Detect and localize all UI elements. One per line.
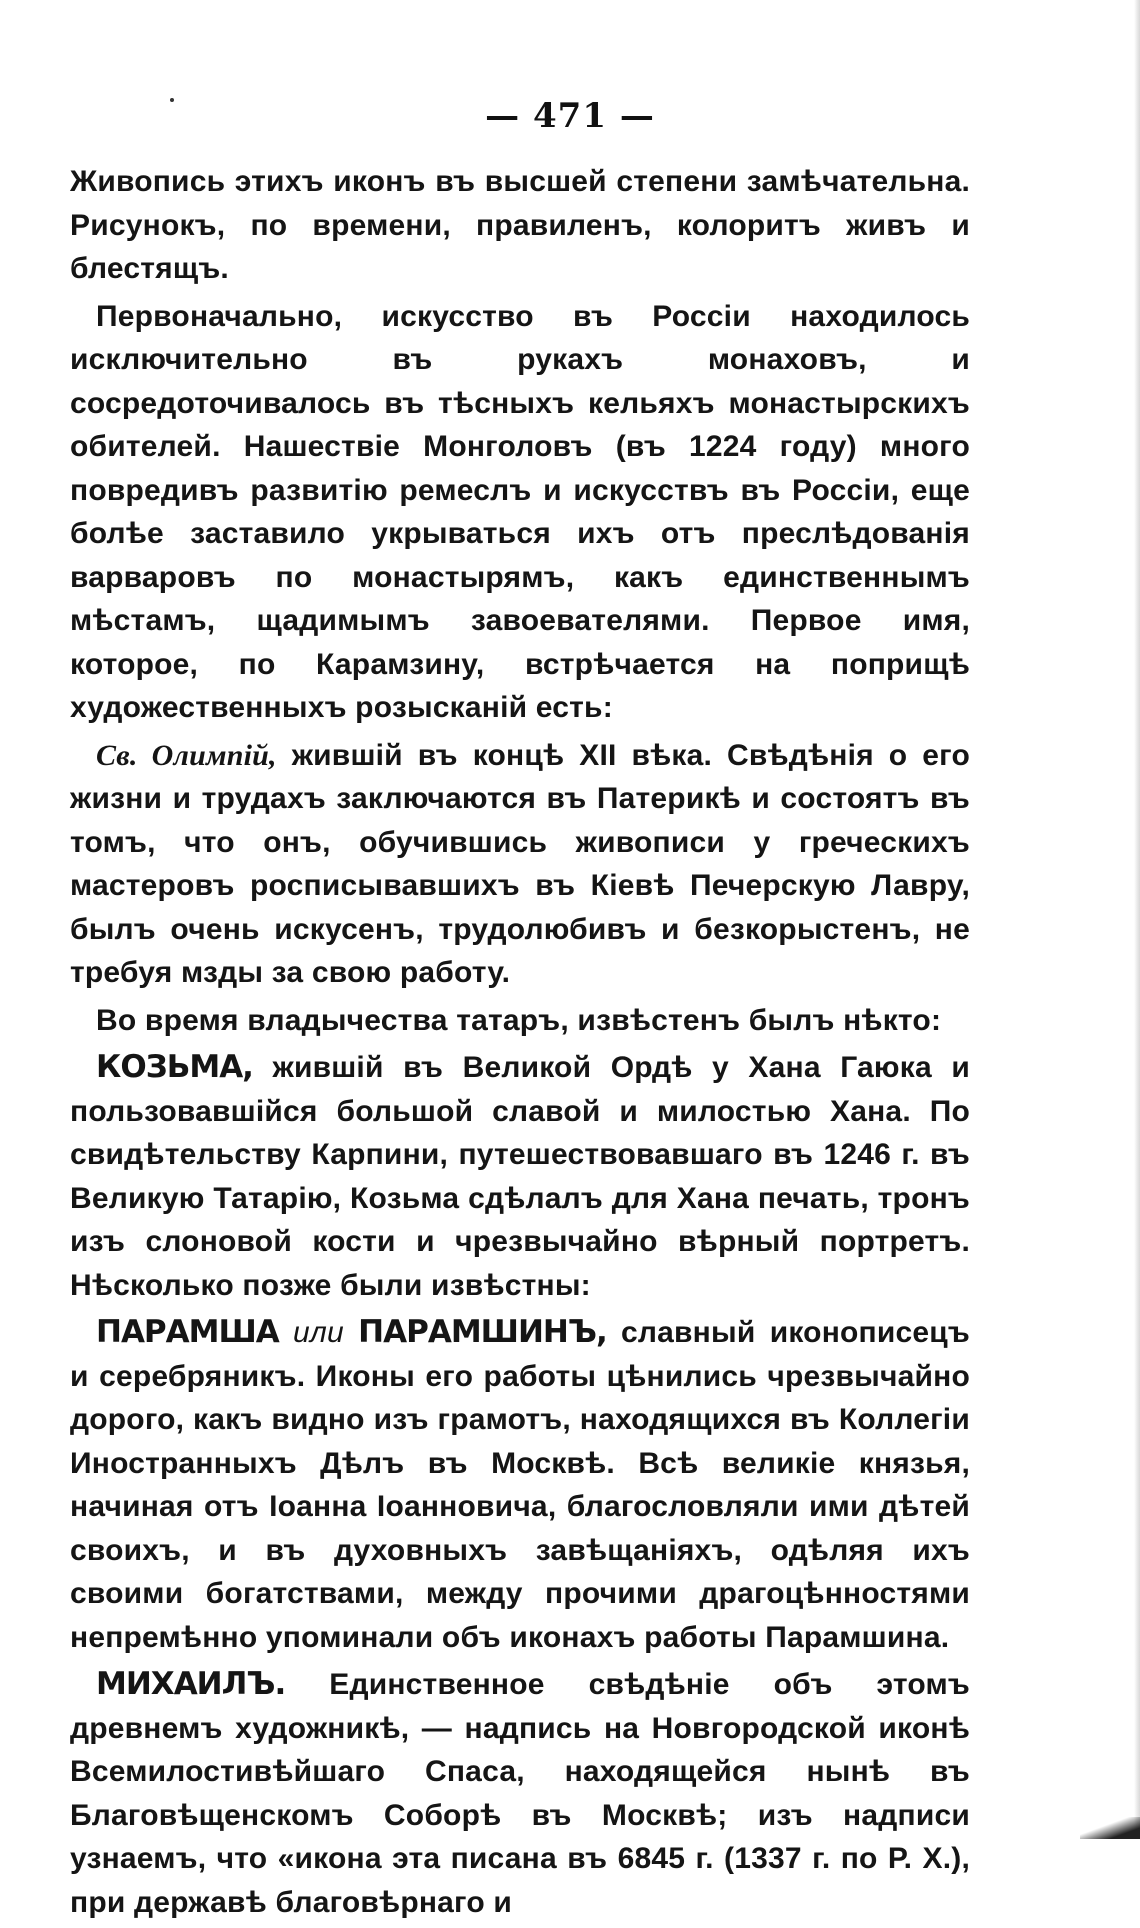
paragraph-text: жившій въ концѣ XII вѣка. Свѣдѣнія о его жизни и трудахъ заключаются въ Патерикѣ и состоятъ въ томъ, что онъ, обучившись живописи у греческихъ мастеровъ росписывавшихъ въ Кіевѣ Печерскую Лавру, былъ очень искусенъ, трудолюбивъ и безкорыстенъ, не требуя мзды за свою работу. <box>70 738 970 989</box>
scan-smudge <box>1080 1817 1140 1839</box>
paragraph-text: Живопись этихъ иконъ въ высшей степени замѣчательна. Рисунокъ, по времени, правиленъ, колоритъ живъ и блестящъ. <box>70 165 970 285</box>
paragraph-text: славный иконописецъ и серебряникъ. Иконы его работы цѣнились чрезвычайно дорого, какъ видно изъ грамотъ, находящихся въ Коллегіи Иностранныхъ Дѣлъ въ Москвѣ. Всѣ великіе князья, начиная отъ Іоанна Іоанновича, благословляли ими дѣтей своихъ, и въ духовныхъ завѣщаніяхъ, одѣляя ихъ своими богатствами, между прочими драгоцѣнностями непремѣнно упоминали объ иконахъ работы Парамшина. <box>70 1316 970 1654</box>
paragraph-paramsha <box>70 1311 970 1659</box>
entry-name: МИХАИЛЪ. <box>96 1666 286 1702</box>
entry-name: КОЗЬМА, <box>96 1049 253 1085</box>
paragraph-origins <box>70 295 970 730</box>
paragraph-olimpiy <box>70 734 970 995</box>
page-number: — 471 — <box>485 96 655 136</box>
body-text <box>70 160 970 1928</box>
paragraph-kozma <box>70 1046 970 1307</box>
paragraph-text: Во время владычества татаръ, извѣстенъ былъ нѣкто: <box>96 1003 942 1037</box>
entry-name: ПАРАМША <box>96 1314 279 1350</box>
entry-name-alt: ПАРАМШИНЪ, <box>358 1314 607 1350</box>
page-edge-shadow <box>1134 0 1140 1839</box>
paragraph-painting <box>70 160 970 291</box>
entry-name: Св. Олимпій, <box>96 738 277 772</box>
paragraph-mikhail <box>70 1663 970 1924</box>
paragraph-text: Единственное свѣдѣніе объ этомъ древнемъ художникѣ, — надпись на Новгородской иконѣ Всемилостивѣйшаго Спаса, находящейся нынѣ въ Благовѣщенскомъ Соборѣ въ Москвѣ; изъ надписи узнаемъ, что «икона эта писана въ 6845 г. (1337 г. по Р. Х.), при державѣ благовѣрнаго и <box>70 1668 970 1919</box>
paragraph-text: Первоначально, искусство въ Россіи находилось исключительно въ рукахъ монаховъ, и сосредоточивалось въ тѣсныхъ кельяхъ монастырскихъ обителей. Нашествіе Монголовъ (въ 1224 году) много повредивъ развитію ремеслъ и искусствъ въ Россіи, еще болѣе заставило укрываться ихъ отъ преслѣдованія варваровъ по монастырямъ, какъ единственнымъ мѣстамъ, щадимымъ завоевателями. Первое имя, которое, по Карамзину, встрѣчается на поприщѣ художественныхъ розысканій есть: <box>70 299 970 724</box>
paragraph-tatar-era <box>70 999 970 1043</box>
paragraph-text: жившій въ Великой Ордѣ у Хана Гаюка и пользовавшійся большой славой и милостью Хана. По свидѣтельству Карпини, путешествовавшаго въ 1246 г. въ Великую Татарію, Козьма сдѣлалъ для Хана печать, тронъ изъ слоновой кости и чрезвычайно вѣрный портретъ. Нѣсколько позже были извѣстны: <box>70 1051 970 1302</box>
name-connector: или <box>278 1316 359 1349</box>
